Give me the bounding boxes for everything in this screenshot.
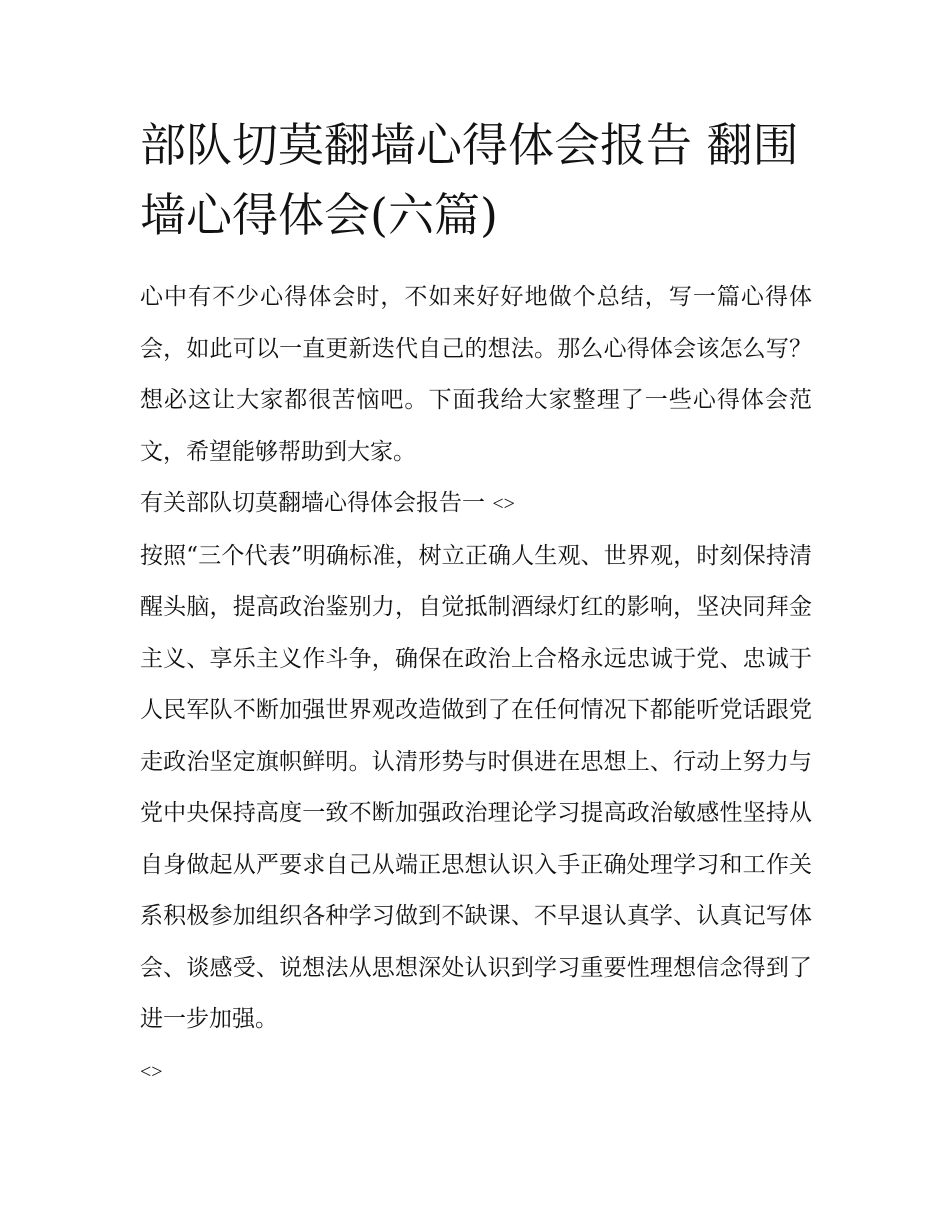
end-marker bbox=[140, 1046, 812, 1099]
end-marker-text: <> bbox=[140, 1060, 163, 1083]
section-heading-text: 有关部队切莫翻墙心得体会报告一 bbox=[140, 490, 485, 516]
section-heading bbox=[140, 478, 812, 531]
intro-paragraph: 心中有不少心得体会时，不如来好好地做个总结，写一篇心得体会，如此可以一直更新迭代自己的想法。那么心得体会该怎么写？想必这让大家都很苦恼吧。下面我给大家整理了一些心得体会范文，希望能够帮助到大家。 bbox=[140, 284, 812, 465]
body-paragraph: 按照“三个代表”明确标准，树立正确人生观、世界观，时刻保持清醒头脑，提高政治鉴别力，自觉抵制酒绿灯红的影响，坚决同拜金主义、享乐主义作斗争，确保在政治上合格永远忠诚于党、忠诚于人民军队不断加强世界观改造做到了在任何情况下都能听党话跟党走政治坚定旗帜鲜明。认清形势与时俱进在思想上、行动上努力与党中央保持高度一致不断加强政治理论学习提高政治敏感性坚持从自身做起从严要求自己从端正思想认识入手正确处理学习和工作关系积极参加组织各种学习做到不缺课、不早退认真学、认真记写体会、谈感受、说想法从思想深处认识到学习重要性理想信念得到了进一步加强。 bbox=[140, 542, 812, 1032]
document-page bbox=[140, 110, 812, 1098]
heading-marker: <> bbox=[492, 493, 515, 515]
document-title: 部队切莫翻墙心得体会报告 翻围墙心得体会(六篇) bbox=[140, 118, 799, 242]
